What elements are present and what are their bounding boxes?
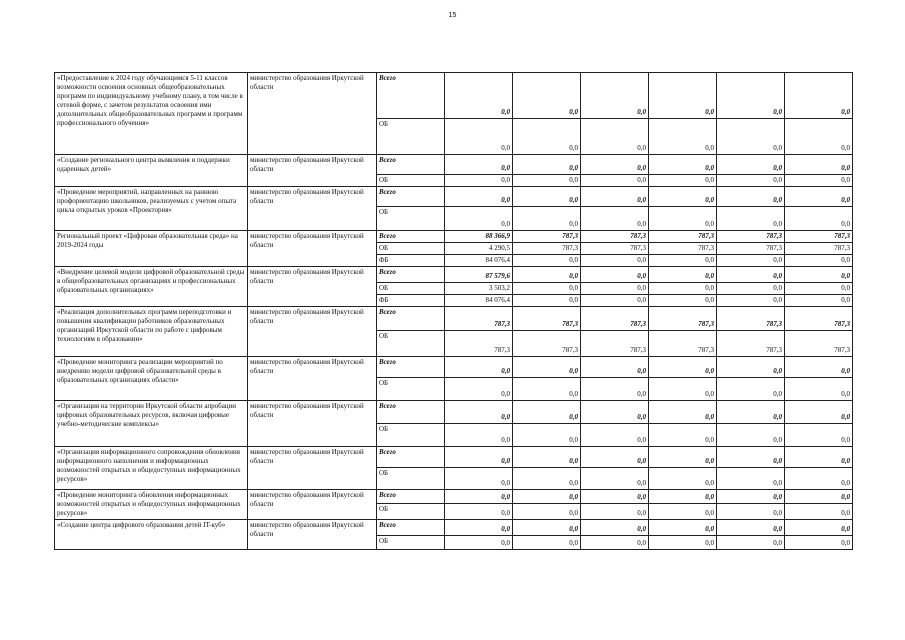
measure-name-cell: «Проведение мониторинга реализации мероприятий по внедрению модели цифровой образовательной среды в образовательных организациях области» bbox=[55, 357, 248, 401]
amount-cell: 787,3 bbox=[581, 307, 649, 331]
amount-cell: 0,0 bbox=[649, 255, 717, 267]
amount-cell: 787,3 bbox=[513, 307, 581, 331]
amount-cell: 0,0 bbox=[513, 504, 581, 520]
amount-cell: 0,0 bbox=[717, 187, 785, 207]
amount-cell: 84 076,4 bbox=[445, 255, 513, 267]
amount-cell: 0,0 bbox=[649, 119, 717, 155]
table-row bbox=[55, 73, 853, 119]
amount-cell: 0,0 bbox=[717, 504, 785, 520]
amount-cell: 0,0 bbox=[785, 401, 853, 424]
amount-cell: 0,0 bbox=[513, 357, 581, 378]
amount-cell: 84 076,4 bbox=[445, 295, 513, 307]
amount-cell: 787,3 bbox=[581, 331, 649, 357]
measure-name-cell: «Проведение мероприятий, направленных на раннюю профориентацию школьников, реализуемых с учетом опыта цикла открытых уроков «Проектория» bbox=[55, 187, 248, 231]
funding-source-cell: ОБ bbox=[377, 378, 445, 401]
table-row bbox=[55, 490, 853, 504]
funding-source-cell: ФБ bbox=[377, 255, 445, 267]
executor-cell: министерство образования Иркутской области bbox=[248, 447, 377, 490]
executor-cell: министерство образования Иркутской области bbox=[248, 520, 377, 550]
funding-source-cell: ОБ bbox=[377, 283, 445, 295]
measure-name-cell: «Организация на территории Иркутской области апробации цифровых образовательных ресурсов, включая цифровые учебно-методические комплексы» bbox=[55, 401, 248, 447]
amount-cell: 0,0 bbox=[581, 119, 649, 155]
measure-name-cell: «Предоставление к 2024 году обучающимся 5-11 классов возможности освоения основных общеобразовательных программ по индивидуальному учебному плану, в том числе в сетевой форме, с зачетом результатов освоения ими дополнительных общеобразовательных программ и программ профессионального обучения» bbox=[55, 73, 248, 155]
amount-cell: 0,0 bbox=[581, 283, 649, 295]
funding-source-cell: ОБ bbox=[377, 175, 445, 187]
amount-cell: 0,0 bbox=[445, 490, 513, 504]
amount-cell: 0,0 bbox=[717, 175, 785, 187]
amount-cell: 0,0 bbox=[581, 187, 649, 207]
amount-cell: 0,0 bbox=[445, 468, 513, 490]
amount-cell: 0,0 bbox=[513, 520, 581, 536]
executor-cell: министерство образования Иркутской области bbox=[248, 231, 377, 267]
amount-cell: 0,0 bbox=[785, 119, 853, 155]
amount-cell: 0,0 bbox=[785, 73, 853, 119]
amount-cell: 0,0 bbox=[785, 175, 853, 187]
amount-cell: 787,3 bbox=[513, 331, 581, 357]
table-row bbox=[55, 307, 853, 331]
funding-source-cell: ФБ bbox=[377, 295, 445, 307]
amount-cell: 0,0 bbox=[581, 401, 649, 424]
amount-cell: 0,0 bbox=[785, 295, 853, 307]
amount-cell: 3 503,2 bbox=[445, 283, 513, 295]
table-row bbox=[55, 187, 853, 207]
amount-cell: 0,0 bbox=[785, 447, 853, 468]
budget-table bbox=[54, 72, 853, 550]
funding-source-cell: Всего bbox=[377, 401, 445, 424]
amount-cell: 0,0 bbox=[445, 187, 513, 207]
table-row bbox=[55, 357, 853, 378]
measure-name-cell: «Создание регионального центра выявления и поддержки одаренных детей» bbox=[55, 155, 248, 187]
amount-cell: 0,0 bbox=[581, 155, 649, 175]
amount-cell: 0,0 bbox=[581, 357, 649, 378]
amount-cell: 787,3 bbox=[581, 243, 649, 255]
amount-cell: 87 579,6 bbox=[445, 267, 513, 283]
amount-cell: 0,0 bbox=[785, 536, 853, 550]
amount-cell: 0,0 bbox=[785, 283, 853, 295]
amount-cell: 0,0 bbox=[649, 520, 717, 536]
amount-cell: 0,0 bbox=[445, 504, 513, 520]
amount-cell: 787,3 bbox=[785, 307, 853, 331]
amount-cell: 787,3 bbox=[649, 231, 717, 243]
executor-cell: министерство образования Иркутской области bbox=[248, 357, 377, 401]
amount-cell: 0,0 bbox=[513, 175, 581, 187]
amount-cell: 787,3 bbox=[649, 331, 717, 357]
amount-cell: 0,0 bbox=[513, 207, 581, 231]
amount-cell: 787,3 bbox=[649, 243, 717, 255]
amount-cell: 0,0 bbox=[513, 267, 581, 283]
amount-cell: 0,0 bbox=[785, 468, 853, 490]
amount-cell: 0,0 bbox=[649, 490, 717, 504]
amount-cell: 0,0 bbox=[649, 378, 717, 401]
amount-cell: 0,0 bbox=[581, 504, 649, 520]
funding-source-cell: Всего bbox=[377, 187, 445, 207]
amount-cell: 0,0 bbox=[785, 155, 853, 175]
amount-cell: 0,0 bbox=[445, 424, 513, 447]
executor-cell: министерство образования Иркутской области bbox=[248, 187, 377, 231]
amount-cell: 0,0 bbox=[581, 207, 649, 231]
funding-source-cell: ОБ bbox=[377, 424, 445, 447]
amount-cell: 0,0 bbox=[785, 187, 853, 207]
amount-cell: 0,0 bbox=[513, 401, 581, 424]
amount-cell: 787,3 bbox=[445, 331, 513, 357]
amount-cell: 0,0 bbox=[717, 119, 785, 155]
measure-name-cell: «Проведение мониторинга обновления информационных возможностей открытых и общедоступных информационных ресурсов» bbox=[55, 490, 248, 520]
amount-cell: 0,0 bbox=[649, 207, 717, 231]
amount-cell: 0,0 bbox=[513, 255, 581, 267]
amount-cell: 0,0 bbox=[513, 468, 581, 490]
amount-cell: 0,0 bbox=[445, 119, 513, 155]
executor-cell: министерство образования Иркутской области bbox=[248, 401, 377, 447]
funding-source-cell: Всего bbox=[377, 357, 445, 378]
funding-source-cell: ОБ bbox=[377, 207, 445, 231]
amount-cell: 0,0 bbox=[785, 520, 853, 536]
amount-cell: 0,0 bbox=[513, 447, 581, 468]
funding-source-cell: Всего bbox=[377, 73, 445, 119]
funding-source-cell: Всего bbox=[377, 520, 445, 536]
amount-cell: 0,0 bbox=[717, 267, 785, 283]
amount-cell: 0,0 bbox=[649, 424, 717, 447]
amount-cell: 0,0 bbox=[717, 73, 785, 119]
amount-cell: 0,0 bbox=[445, 155, 513, 175]
measure-name-cell: «Внедрение целевой модели цифровой образовательной среды в общеобразовательных организациях и профессиональных образовательных организациях» bbox=[55, 267, 248, 307]
funding-source-cell: ОБ bbox=[377, 468, 445, 490]
amount-cell: 0,0 bbox=[717, 536, 785, 550]
amount-cell: 0,0 bbox=[513, 424, 581, 447]
amount-cell: 787,3 bbox=[581, 231, 649, 243]
amount-cell: 0,0 bbox=[445, 520, 513, 536]
amount-cell: 0,0 bbox=[513, 295, 581, 307]
amount-cell: 0,0 bbox=[649, 357, 717, 378]
table-row bbox=[55, 267, 853, 283]
amount-cell: 0,0 bbox=[513, 73, 581, 119]
funding-source-cell: Всего bbox=[377, 267, 445, 283]
amount-cell: 0,0 bbox=[445, 357, 513, 378]
amount-cell: 0,0 bbox=[649, 73, 717, 119]
amount-cell: 787,3 bbox=[717, 331, 785, 357]
amount-cell: 0,0 bbox=[785, 267, 853, 283]
amount-cell: 0,0 bbox=[649, 267, 717, 283]
amount-cell: 0,0 bbox=[513, 283, 581, 295]
amount-cell: 0,0 bbox=[581, 468, 649, 490]
amount-cell: 0,0 bbox=[581, 267, 649, 283]
executor-cell: министерство образования Иркутской области bbox=[248, 490, 377, 520]
funding-source-cell: Всего bbox=[377, 155, 445, 175]
amount-cell: 0,0 bbox=[445, 447, 513, 468]
amount-cell: 0,0 bbox=[717, 155, 785, 175]
amount-cell: 0,0 bbox=[445, 536, 513, 550]
amount-cell: 0,0 bbox=[581, 536, 649, 550]
table-body bbox=[55, 73, 853, 550]
amount-cell: 0,0 bbox=[785, 207, 853, 231]
amount-cell: 787,3 bbox=[785, 331, 853, 357]
amount-cell: 787,3 bbox=[785, 231, 853, 243]
table-row bbox=[55, 155, 853, 175]
amount-cell: 0,0 bbox=[649, 295, 717, 307]
funding-source-cell: Всего bbox=[377, 307, 445, 331]
amount-cell: 0,0 bbox=[649, 504, 717, 520]
amount-cell: 787,3 bbox=[717, 307, 785, 331]
table-row bbox=[55, 231, 853, 243]
amount-cell: 0,0 bbox=[717, 520, 785, 536]
amount-cell: 787,3 bbox=[649, 307, 717, 331]
executor-cell: министерство образования Иркутской области bbox=[248, 73, 377, 155]
measure-name-cell: «Организация информационного сопровождения обновления информационного наполнения и информационных возможностей открытых и общедоступных информационных ресурсов» bbox=[55, 447, 248, 490]
measure-name-cell: «Реализация дополнительных программ переподготовки и повышения квалификации работников образовательных организаций Иркутской области по работе с цифровым технологиям в образовании» bbox=[55, 307, 248, 357]
amount-cell: 0,0 bbox=[513, 490, 581, 504]
amount-cell: 0,0 bbox=[581, 520, 649, 536]
amount-cell: 0,0 bbox=[649, 283, 717, 295]
amount-cell: 0,0 bbox=[717, 401, 785, 424]
amount-cell: 0,0 bbox=[513, 155, 581, 175]
amount-cell: 0,0 bbox=[785, 490, 853, 504]
amount-cell: 0,0 bbox=[785, 357, 853, 378]
funding-source-cell: ОБ bbox=[377, 119, 445, 155]
amount-cell: 0,0 bbox=[717, 468, 785, 490]
amount-cell: 0,0 bbox=[513, 536, 581, 550]
amount-cell: 787,3 bbox=[513, 243, 581, 255]
amount-cell: 0,0 bbox=[513, 119, 581, 155]
amount-cell: 0,0 bbox=[785, 504, 853, 520]
executor-cell: министерство образования Иркутской области bbox=[248, 307, 377, 357]
amount-cell: 0,0 bbox=[717, 378, 785, 401]
amount-cell: 787,3 bbox=[445, 307, 513, 331]
funding-source-cell: ОБ bbox=[377, 331, 445, 357]
amount-cell: 4 290,5 bbox=[445, 243, 513, 255]
amount-cell: 0,0 bbox=[785, 255, 853, 267]
amount-cell: 0,0 bbox=[581, 73, 649, 119]
funding-source-cell: Всего bbox=[377, 231, 445, 243]
amount-cell: 0,0 bbox=[581, 490, 649, 504]
funding-source-cell: Всего bbox=[377, 490, 445, 504]
amount-cell: 88 366,9 bbox=[445, 231, 513, 243]
amount-cell: 0,0 bbox=[649, 187, 717, 207]
amount-cell: 0,0 bbox=[649, 447, 717, 468]
amount-cell: 787,3 bbox=[785, 243, 853, 255]
amount-cell: 787,3 bbox=[513, 231, 581, 243]
amount-cell: 0,0 bbox=[445, 175, 513, 187]
funding-source-cell: ОБ bbox=[377, 504, 445, 520]
amount-cell: 0,0 bbox=[581, 255, 649, 267]
amount-cell: 0,0 bbox=[717, 295, 785, 307]
amount-cell: 0,0 bbox=[581, 378, 649, 401]
table-row bbox=[55, 447, 853, 468]
amount-cell: 0,0 bbox=[581, 424, 649, 447]
amount-cell: 0,0 bbox=[581, 175, 649, 187]
funding-source-cell: ОБ bbox=[377, 536, 445, 550]
measure-name-cell: «Создание центра цифрового образования детей IT-куб» bbox=[55, 520, 248, 550]
page-number: 15 bbox=[448, 12, 457, 19]
amount-cell: 0,0 bbox=[785, 378, 853, 401]
amount-cell: 0,0 bbox=[445, 378, 513, 401]
table-row bbox=[55, 401, 853, 424]
amount-cell: 0,0 bbox=[513, 378, 581, 401]
amount-cell: 0,0 bbox=[649, 536, 717, 550]
amount-cell: 0,0 bbox=[717, 490, 785, 504]
table-row bbox=[55, 520, 853, 536]
amount-cell: 0,0 bbox=[717, 207, 785, 231]
amount-cell: 0,0 bbox=[445, 207, 513, 231]
amount-cell: 0,0 bbox=[649, 468, 717, 490]
amount-cell: 787,3 bbox=[717, 231, 785, 243]
amount-cell: 0,0 bbox=[785, 424, 853, 447]
amount-cell: 0,0 bbox=[649, 155, 717, 175]
measure-name-cell: Региональный проект «Цифровая образовательная среда» на 2019-2024 годы bbox=[55, 231, 248, 267]
amount-cell: 0,0 bbox=[717, 283, 785, 295]
amount-cell: 0,0 bbox=[717, 357, 785, 378]
executor-cell: министерство образования Иркутской области bbox=[248, 155, 377, 187]
amount-cell: 0,0 bbox=[581, 295, 649, 307]
funding-source-cell: Всего bbox=[377, 447, 445, 468]
amount-cell: 0,0 bbox=[445, 73, 513, 119]
amount-cell: 0,0 bbox=[717, 424, 785, 447]
amount-cell: 0,0 bbox=[649, 175, 717, 187]
executor-cell: министерство образования Иркутской области bbox=[248, 267, 377, 307]
amount-cell: 787,3 bbox=[717, 243, 785, 255]
funding-source-cell: ОБ bbox=[377, 243, 445, 255]
amount-cell: 0,0 bbox=[717, 447, 785, 468]
amount-cell: 0,0 bbox=[513, 187, 581, 207]
amount-cell: 0,0 bbox=[445, 401, 513, 424]
amount-cell: 0,0 bbox=[581, 447, 649, 468]
amount-cell: 0,0 bbox=[717, 255, 785, 267]
amount-cell: 0,0 bbox=[649, 401, 717, 424]
